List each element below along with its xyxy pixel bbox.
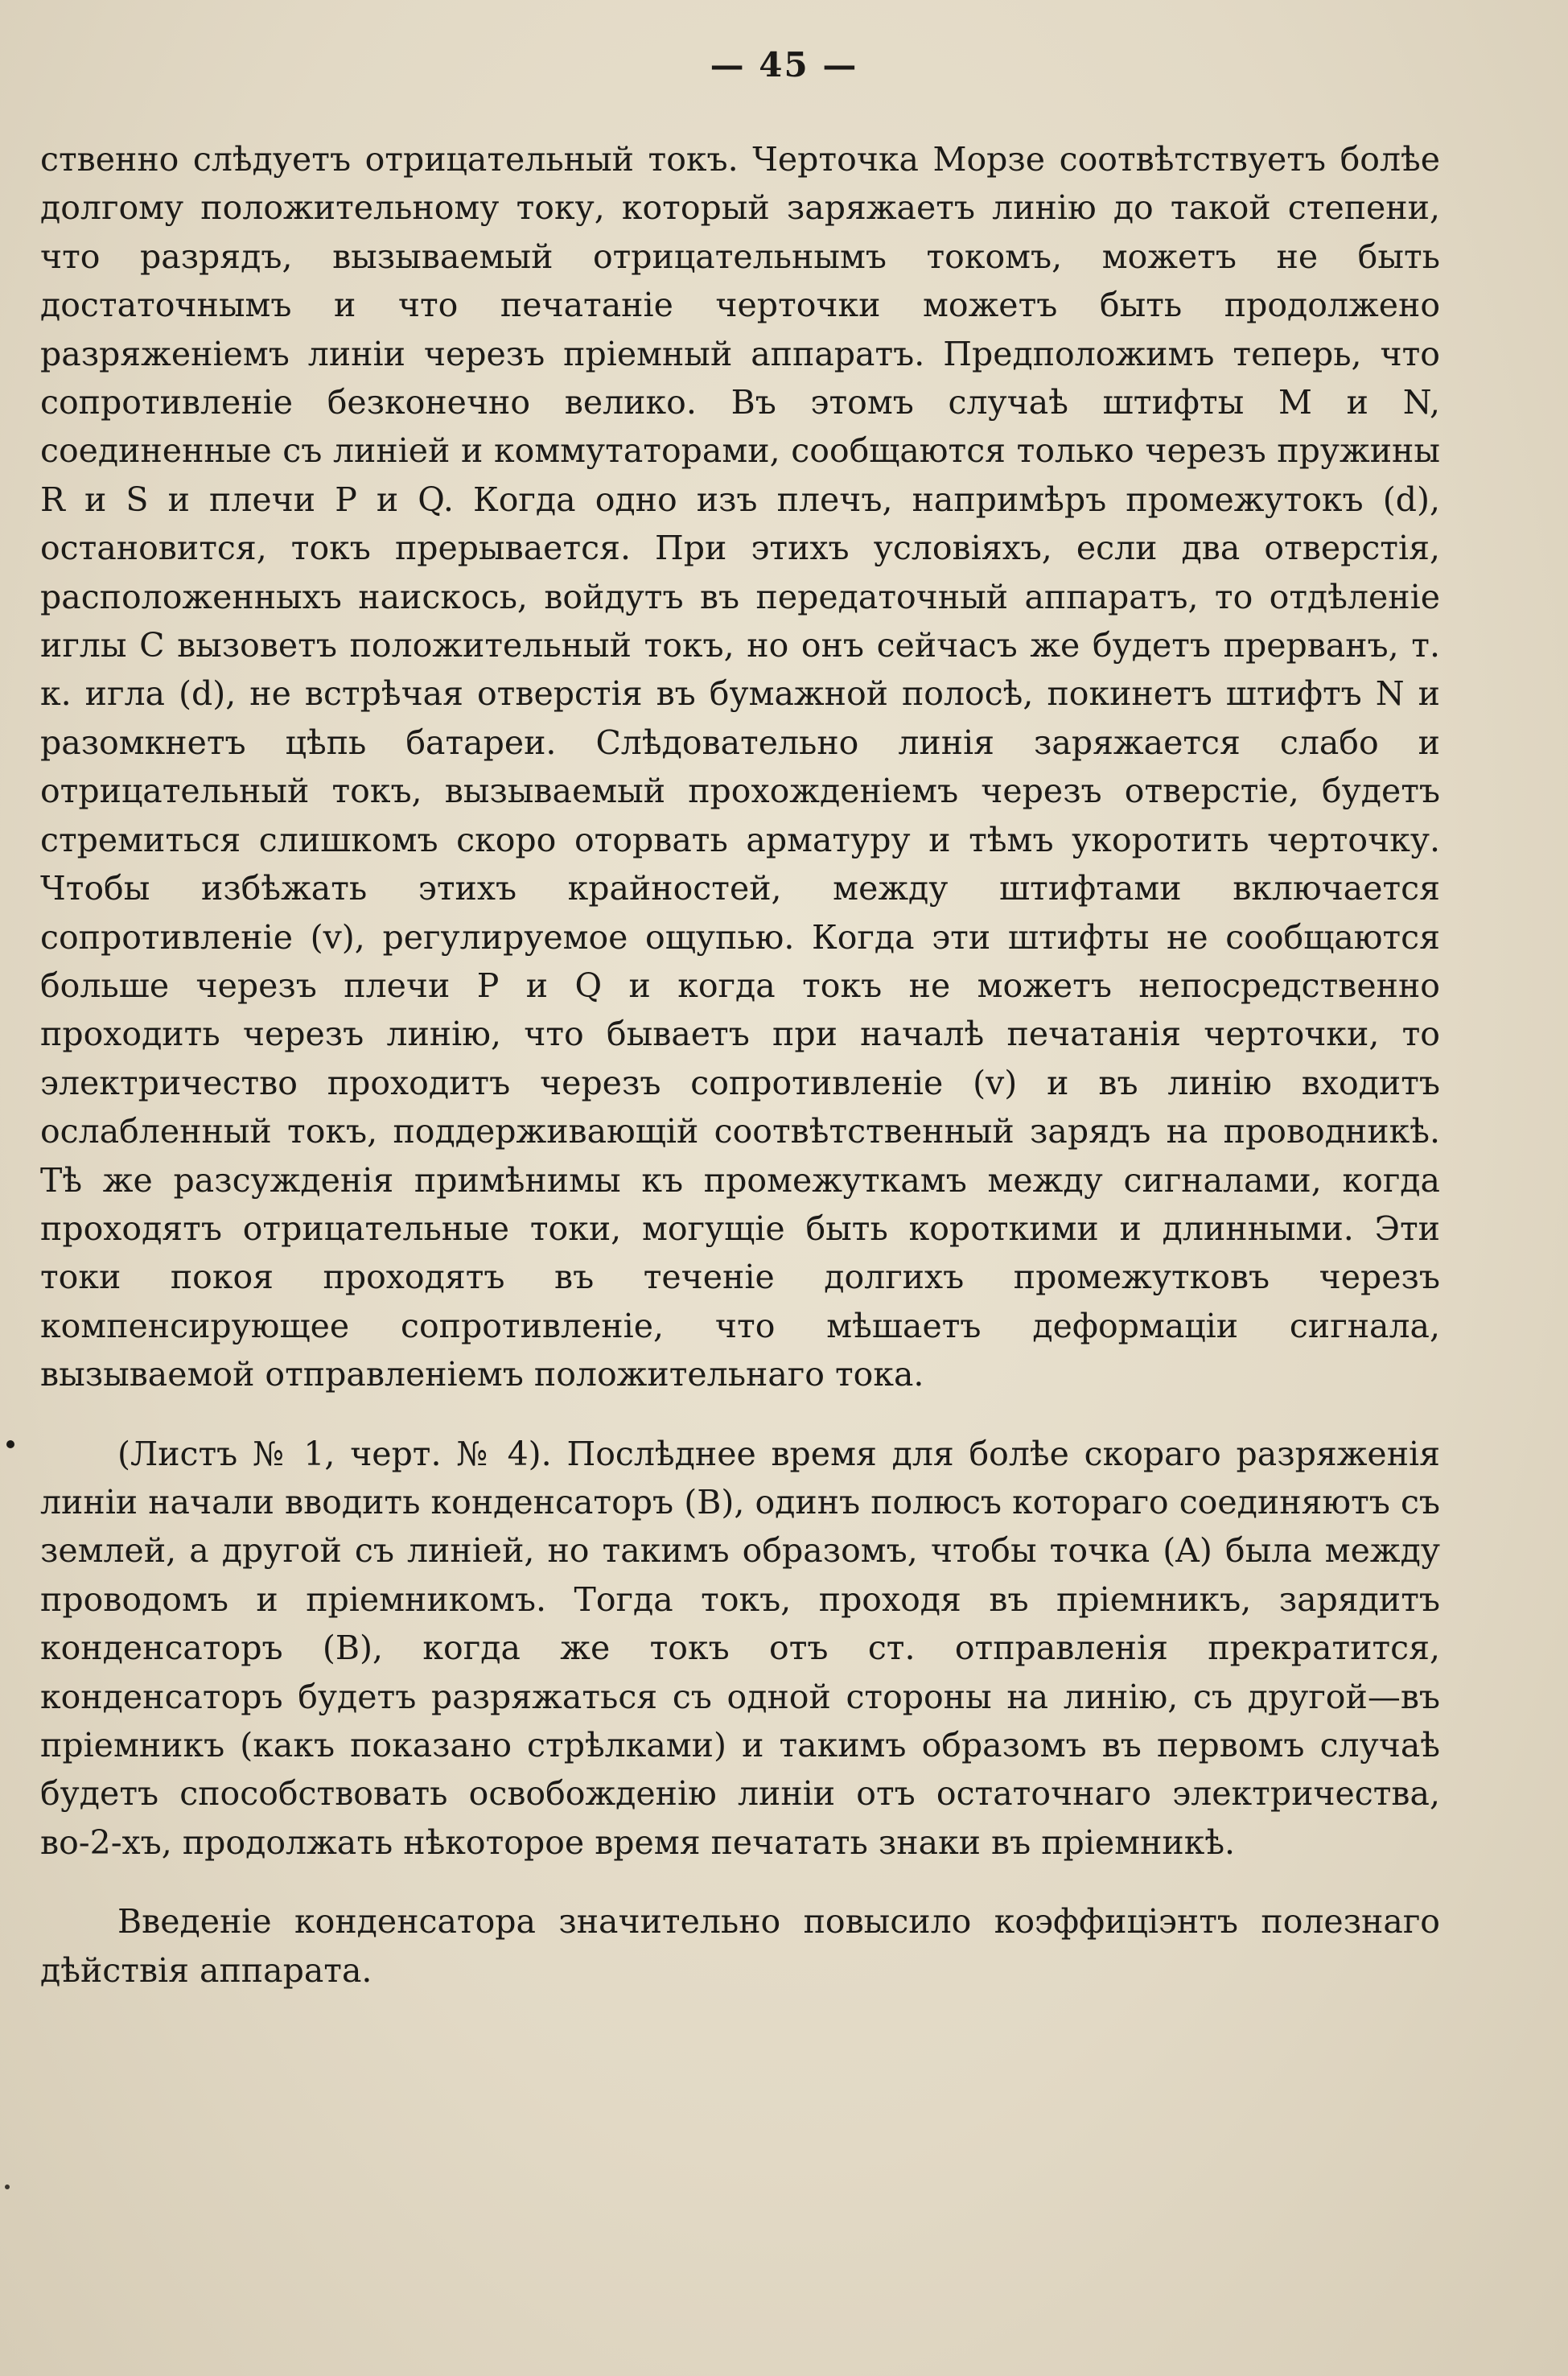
page-number: — 45 — bbox=[710, 45, 858, 84]
paragraph-2: (Листъ № 1, черт. № 4). Послѣднее время для болѣе скораго разряженія линіи начали вводить конденсаторъ (B), одинъ полюсъ котораго соединяютъ съ землей, а другой съ линіей, но такимъ образомъ, чтобы точка (A) была между проводомъ и пріемникомъ. Тогда токъ, проходя въ пріемникъ, зарядитъ конденсаторъ (B), когда же токъ отъ ст. отправленія прекратится, конденсаторъ будетъ разряжаться съ одной стороны на линію, съ другой—въ пріемникъ (какъ показано стрѣлками) и такимъ образомъ въ первомъ случаѣ будетъ способствовать освобожденію линіи отъ остаточнаго электричества, во-2-хъ, продолжать нѣкоторое время печатать знаки въ пріемникѣ. bbox=[40, 1434, 1440, 1862]
paragraph-1: ственно слѣдуетъ отрицательный токъ. Черточка Морзе соотвѣтствуетъ болѣе долгому положительному току, который заряжаетъ линію до такой степени, что разрядъ, вызываемый отрицательнымъ токомъ, можетъ не быть достаточнымъ и что печатаніе черточки можетъ быть продолжено разряженіемъ линіи черезъ пріемный аппаратъ. Предположимъ теперь, что сопротивленіе безконечно велико. Въ этомъ случаѣ штифты M и N, соединенные съ линіей и коммутаторами, сообщаются только черезъ пружины R и S и плечи P и Q. Когда одно изъ плечъ, напримѣръ промежутокъ (d), остановится, токъ прерывается. При этихъ условіяхъ, если два отверстія, расположенныхъ наискось, войдутъ въ передаточный аппаратъ, то отдѣленіе иглы C вызоветъ положительный токъ, но онъ сейчасъ же будетъ прерванъ, т. к. игла (d), не встрѣчая отверстія въ бумажной полосѣ, покинетъ штифтъ N и разомкнетъ цѣпь батареи. Слѣдовательно линія заряжается слабо и отрицательный токъ, вызываемый прохожденіемъ черезъ отверстіе, будетъ стремиться слишкомъ скоро оторвать арматуру и тѣмъ укоротить черточку. Чтобы избѣжать этихъ крайностей, между штифтами включается сопротивленіе (v), регулируемое ощупью. Когда эти штифты не сообщаются больше черезъ плечи P и Q и когда токъ не можетъ непосредственно проходить черезъ линію, что бываетъ при началѣ печатанія черточки, то электричество проходитъ черезъ сопротивленіе (v) и въ линію входитъ ослабленный токъ, поддерживающій соотвѣтственный зарядъ на проводникѣ. Тѣ же разсужденія примѣнимы къ промежуткамъ между сигналами, когда проходятъ отрицательные токи, могущіе быть короткими и длинными. Эти токи покоя проходятъ въ теченіе долгихъ промежутковъ черезъ компенсирующее сопротивленіе, что мѣшаетъ деформаціи сигнала, вызываемой отправленіемъ положительнаго тока. bbox=[40, 140, 1440, 1394]
paragraph-3: Введеніе конденсатора значительно повысило коэффиціэнтъ полезнаго дѣйствія аппарата. bbox=[40, 1902, 1440, 1990]
body-text bbox=[40, 135, 1440, 1995]
margin-tick-mark bbox=[5, 2185, 10, 2189]
margin-dot-mark bbox=[6, 1440, 14, 1448]
